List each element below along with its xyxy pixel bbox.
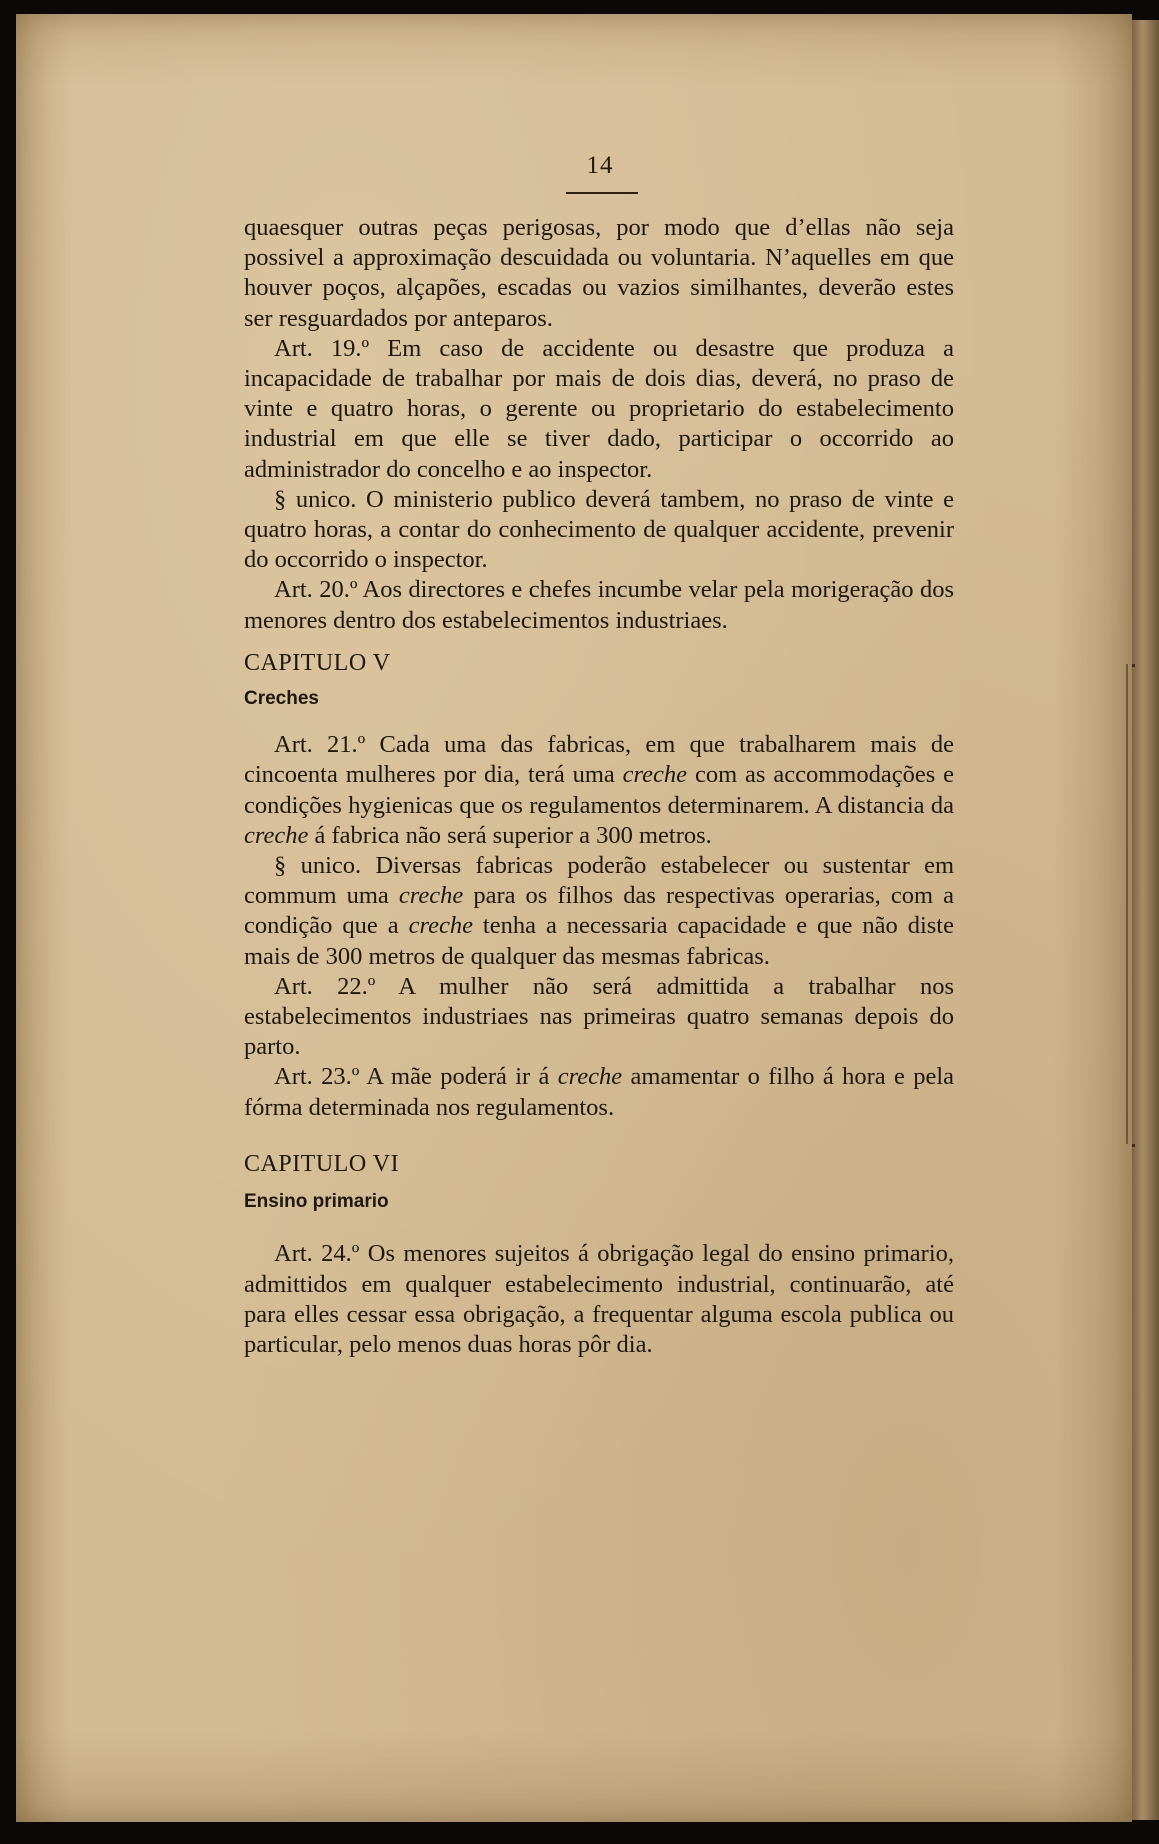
article-21 xyxy=(244,730,954,851)
chapter-heading-vi: CAPITULO VI xyxy=(244,1150,400,1177)
page-number: 14 xyxy=(586,152,614,179)
page-number-rule xyxy=(566,192,638,194)
paragraph-unico-text-c: tenha a necessaria capacidade e que não diste mais de 300 metros de qualquer das mesmas fabricas. xyxy=(244,912,954,970)
creche-term: creche xyxy=(398,882,464,910)
article-21-paragraph-unico xyxy=(244,851,954,972)
chapter-heading-v: CAPITULO V xyxy=(244,649,391,676)
article-19: Art. 19.º Em caso de accidente ou desastre que produza a incapacidade de trabalhar por mais de dois dias, deverá, no praso de vinte e quatro horas, o gerente ou proprietario do estabelecimento industrial em que elle se tiver dado, participar o occorrido ao administrador do concelho e ao inspector. xyxy=(244,334,954,483)
creche-term: creche xyxy=(244,821,309,849)
creche-term: creche xyxy=(408,912,473,940)
body-text xyxy=(244,213,954,1360)
article-21-text-a: Art. 21.º Cada uma das fabricas, em que trabalharem mais de cincoenta mulheres por dia, terá uma xyxy=(244,731,954,789)
article-23-text-a: Art. 23.º A mãe poderá ir á xyxy=(274,1063,558,1091)
article-24: Art. 24.º Os menores sujeitos á obrigação legal do ensino primario, admittidos em qualquer estabelecimento industrial, continuarão, até para elles cessar essa obrigação, a frequentar alguma escola publica ou particular, pelo menos duas horas pôr dia. xyxy=(244,1240,954,1358)
article-21-text-c: á fabrica não será superior a 300 metros. xyxy=(308,821,712,849)
article-20: Art. 20.º Aos directores e chefes incumbe velar pela morigeração dos menores dentro dos estabelecimentos industriaes. xyxy=(244,576,954,634)
fold-line xyxy=(1126,664,1128,1144)
adjacent-page-edge xyxy=(1132,20,1159,1820)
article-22: Art. 22.º A mulher não será admittida a trabalhar nos estabelecimentos industriaes nas primeiras quatro semanas depois do parto. xyxy=(244,972,954,1061)
paragraph-continuation: quaesquer outras peças perigosas, por modo que d’ellas não seja possivel a approximação descuidada ou voluntaria. N’aquelles em que houver poços, alçapões, escadas ou vazios similhantes, deverão estes ser resguardados por anteparos. xyxy=(244,214,954,332)
creche-term: creche xyxy=(557,1063,623,1091)
article-21-text-b: com as accommodações e condições hygienicas que os regulamentos determinarem. A distancia da xyxy=(244,761,954,819)
article-19-paragraph-unico: § unico. O ministerio publico deverá tambem, no praso de vinte e quatro horas, a contar do conhecimento de qualquer accidente, prevenir do occorrido o inspector. xyxy=(244,485,954,574)
creche-term: creche xyxy=(622,761,688,789)
chapter-subheading-ensino-primario: Ensino primario xyxy=(244,1191,389,1213)
paragraph-unico-text-a: § unico. Diversas fabricas poderão estabelecer ou sustentar em commum uma xyxy=(244,852,954,910)
chapter-subheading-creches: Creches xyxy=(244,688,319,710)
article-23-text-b: amamentar o filho á hora e pela fórma determinada nos regulamentos. xyxy=(244,1063,954,1121)
article-23 xyxy=(244,1062,954,1122)
paragraph-unico-text-b: para os filhos das respectivas operarias, com a condição que a xyxy=(244,882,954,940)
